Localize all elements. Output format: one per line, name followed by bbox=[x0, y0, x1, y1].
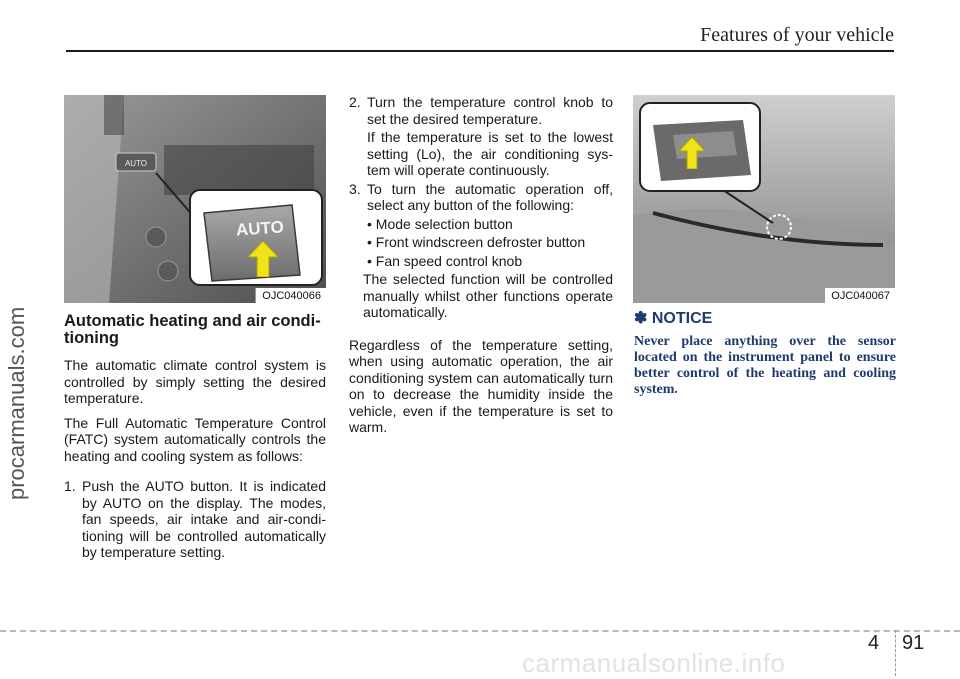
paragraph-intro: The automatic climate control system is controlled by simply setting the desired temperature. bbox=[64, 357, 326, 406]
up-arrow-icon-sensor bbox=[679, 137, 705, 169]
page-separator bbox=[895, 630, 897, 676]
header-rule bbox=[66, 50, 894, 52]
list-item-step3 bbox=[349, 181, 613, 270]
list-item-step2 bbox=[349, 94, 613, 179]
step-text: Push the AUTO button. It is indicated by AUTO on the display. The modes, fan speeds, air intake and air-condi-tioning will be controlled automatically by temperature setting. bbox=[82, 478, 326, 560]
page-number: 91 bbox=[902, 632, 925, 654]
notice-box bbox=[634, 308, 896, 398]
figure-sensor-illustration bbox=[633, 95, 895, 303]
list-item: • Fan speed control knob bbox=[367, 252, 523, 269]
step-note: If the temperature is set to the lowest setting (Lo), the air conditioning sys-tem will operate continuously. bbox=[367, 129, 613, 178]
figure-caption-left: OJC040066 bbox=[255, 288, 326, 303]
left-column bbox=[64, 313, 326, 563]
step-text: Turn the temperature control knob to set the desired temperature. bbox=[367, 94, 613, 127]
figure-sensor bbox=[633, 95, 895, 303]
step-number: 1. bbox=[64, 478, 76, 494]
step-number: 2. bbox=[349, 94, 361, 110]
side-watermark: procarmanuals.com bbox=[4, 306, 29, 500]
figure-auto-illustration bbox=[64, 95, 326, 303]
step-text: To turn the automatic operation off, select any button of the following: bbox=[367, 180, 613, 213]
list-item-step1 bbox=[64, 478, 326, 561]
small-auto-label: AUTO bbox=[124, 159, 148, 168]
header-title: Features of your vehicle bbox=[700, 24, 894, 46]
figure-caption-right: OJC040067 bbox=[824, 288, 895, 303]
chapter-number: 4 bbox=[868, 632, 880, 654]
footer-rule bbox=[0, 630, 960, 632]
notice-body: Never place anything over the sensor located on the instrument panel to ensure better control of the heating and cooling system. bbox=[634, 334, 896, 397]
list-item: • Mode selection button bbox=[367, 215, 513, 232]
list-item: • Front windscreen defroster button bbox=[367, 234, 586, 250]
footer-watermark: carmanualsonline.info bbox=[522, 648, 786, 678]
paragraph-fatc: The Full Automatic Temperature Control (FATC) system automatically controls the heating and cooling system as follows: bbox=[64, 414, 326, 464]
middle-column bbox=[349, 94, 613, 444]
notice-title: ✽ NOTICE bbox=[634, 310, 713, 327]
section-heading: Automatic heating and air condi-tioning bbox=[64, 312, 321, 347]
step-note: The selected function will be controlled manually whilst other functions operate automatically. bbox=[363, 271, 613, 320]
up-arrow-icon bbox=[248, 241, 278, 277]
auto-button-label: AUTO bbox=[235, 217, 285, 240]
paragraph-regardless: Regardless of the temperature setting, when using automatic operation, the air conditioning system can automatically turn on to decrease the humidity inside the vehicle, even if the temperature is set to warm. bbox=[349, 336, 613, 435]
figure-auto-button bbox=[64, 95, 326, 303]
step-number: 3. bbox=[349, 180, 361, 197]
